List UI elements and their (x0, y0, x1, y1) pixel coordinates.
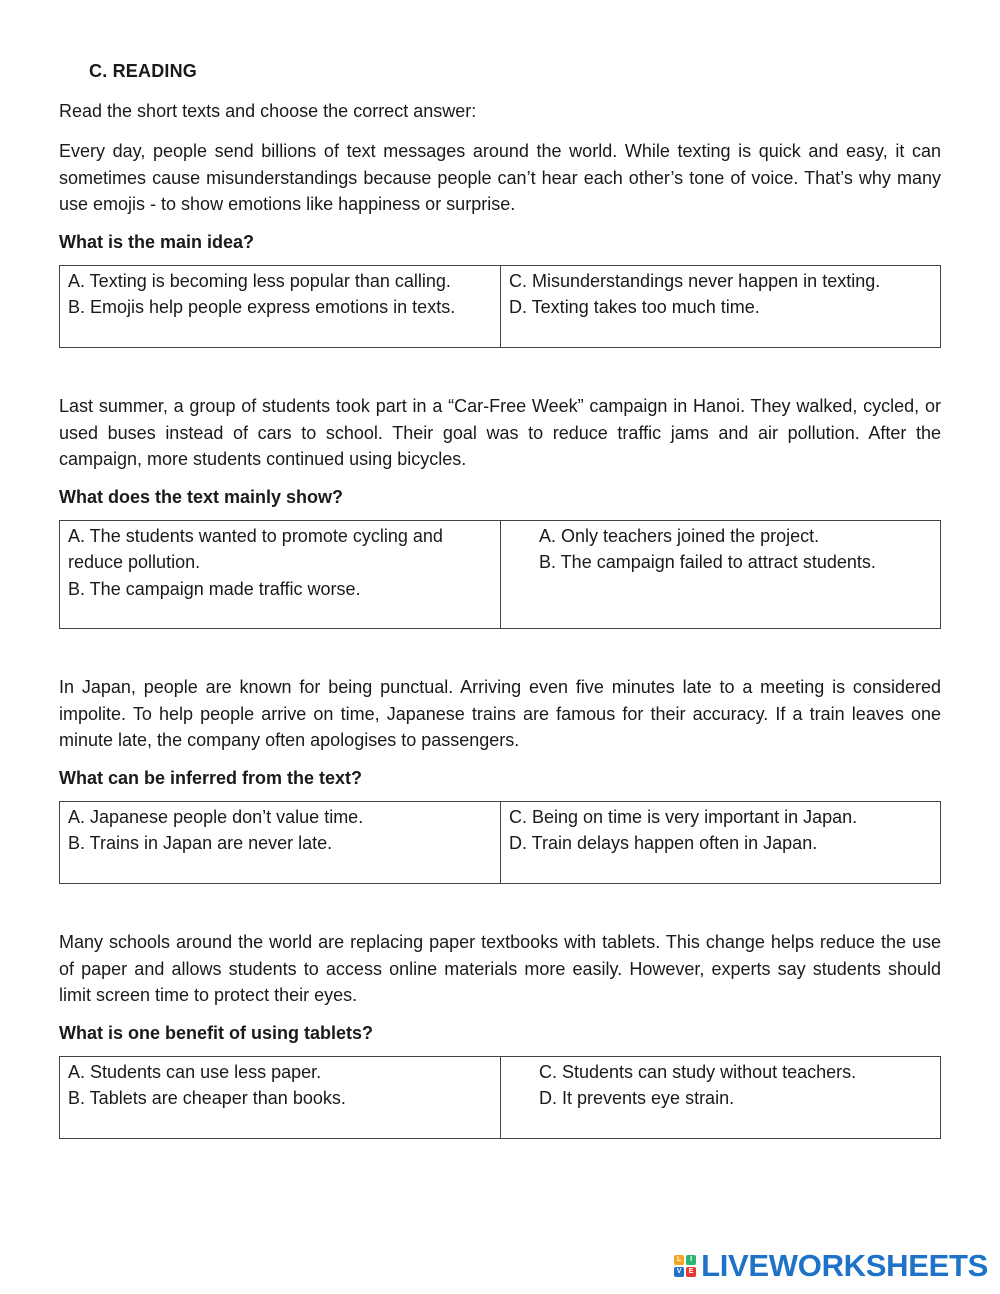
option-c[interactable]: C. Students can study without teachers. (539, 1061, 857, 1082)
question-1: What is the main idea? (59, 231, 255, 252)
option-d[interactable]: D. Texting takes too much time. (509, 297, 760, 318)
option-a[interactable]: A. Japanese people don’t value time. (68, 806, 364, 827)
option-b[interactable]: B. Trains in Japan are never late. (68, 833, 333, 854)
logo-mark-e: E (686, 1267, 696, 1277)
options-table-2 (59, 520, 941, 629)
options-left-4 (60, 1056, 501, 1138)
option-c[interactable]: A. Only teachers joined the project. (539, 525, 820, 546)
question-4: What is one benefit of using tablets? (59, 1022, 374, 1043)
options-right-2 (501, 520, 941, 628)
options-table-4 (59, 1056, 941, 1139)
option-b[interactable]: B. Tablets are cheaper than books. (68, 1088, 346, 1109)
options-right-4 (501, 1056, 941, 1138)
option-b[interactable]: B. The campaign made traffic worse. (68, 578, 361, 599)
logo-mark-l: L (674, 1255, 684, 1265)
question-3: What can be inferred from the text? (59, 767, 363, 788)
options-table-3 (59, 801, 941, 884)
question-2: What does the text mainly show? (59, 486, 344, 507)
passage-1: Every day, people send billions of text messages around the world. While texting is quick and easy, it can sometimes cause misunderstandings because people can’t hear each other’s tone of voice. That’s why many use emojis - to show emotions like happiness or surprise. (59, 141, 941, 215)
logo-mark-icon (674, 1255, 696, 1277)
option-c[interactable]: C. Being on time is very important in Japan. (509, 806, 858, 827)
instructions: Read the short texts and choose the correct answer: (59, 101, 477, 121)
reading-item-2 (59, 393, 941, 629)
option-c[interactable]: C. Misunderstandings never happen in texting. (509, 270, 881, 291)
option-d[interactable]: D. It prevents eye strain. (539, 1088, 735, 1109)
worksheet-page (59, 58, 941, 1109)
passage-2: Last summer, a group of students took part in a “Car-Free Week” campaign in Hanoi. They walked, cycled, or used buses instead of cars to school. Their goal was to reduce traffic jams and air pollution. After the campaign, more students continued using bicycles. (59, 396, 941, 470)
logo-mark-i: I (686, 1255, 696, 1265)
logo-mark-v: V (674, 1267, 684, 1277)
options-right-1 (501, 265, 941, 347)
option-d[interactable]: B. The campaign failed to attract students. (539, 552, 876, 573)
reading-item-3 (59, 674, 941, 884)
option-a[interactable]: A. The students wanted to promote cycling and reduce pollution. (68, 525, 443, 573)
options-left-2 (60, 520, 501, 628)
reading-item-1 (59, 138, 941, 348)
option-b[interactable]: B. Emojis help people express emotions in texts. (68, 297, 456, 318)
options-table-1 (59, 265, 941, 348)
liveworksheets-logo (674, 1248, 988, 1284)
option-a[interactable]: A. Students can use less paper. (68, 1061, 322, 1082)
passage-4: Many schools around the world are replacing paper textbooks with tablets. This change helps reduce the use of paper and allows students to access online materials more easily. However, experts say students should limit screen time to protect their eyes. (59, 932, 941, 1006)
reading-item-4 (59, 929, 941, 1139)
option-a[interactable]: A. Texting is becoming less popular than calling. (68, 270, 451, 291)
option-d[interactable]: D. Train delays happen often in Japan. (509, 833, 818, 854)
options-left-3 (60, 801, 501, 883)
options-right-3 (501, 801, 941, 883)
passage-3: In Japan, people are known for being punctual. Arriving even five minutes late to a meeting is considered impolite. To help people arrive on time, Japanese trains are famous for their accuracy. If a train leaves one minute late, the company often apologises to passengers. (59, 677, 941, 751)
logo-text: LIVEWORKSHEETS (701, 1248, 988, 1283)
section-heading: C. READING (89, 61, 198, 81)
options-left-1 (60, 265, 501, 347)
